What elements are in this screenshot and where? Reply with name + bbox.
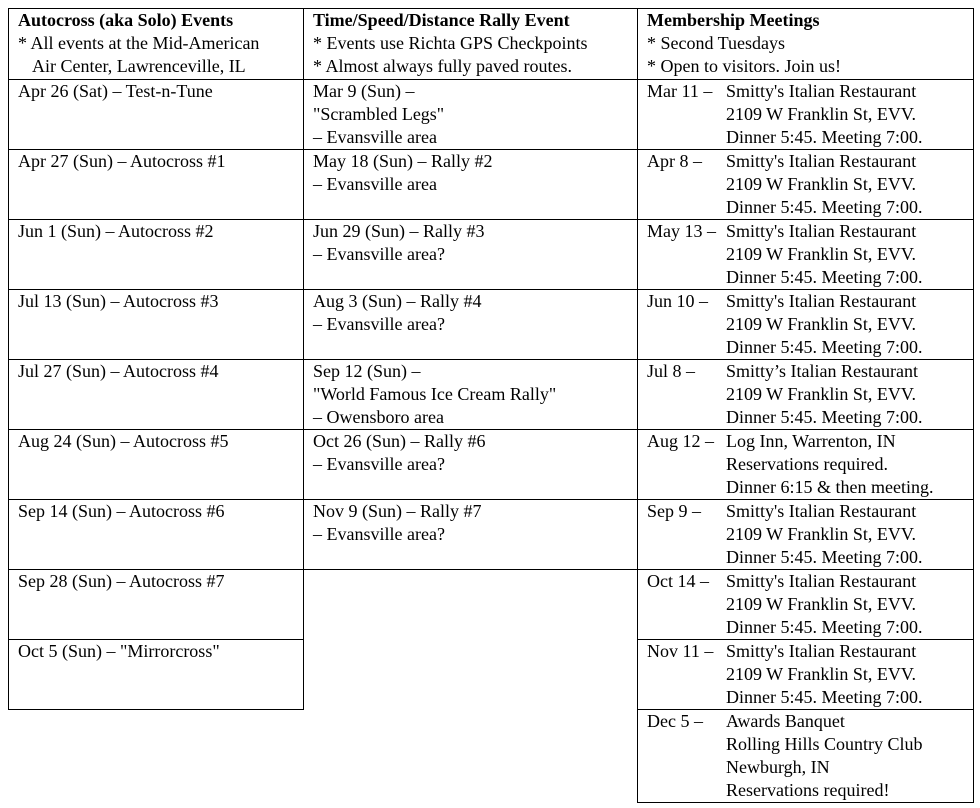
autocross-event-cell (8, 219, 304, 290)
autocross-event: Apr 26 (Sat) – Test-n-Tune (18, 81, 213, 101)
meeting-date: Oct 14 – (647, 571, 709, 591)
meeting-date: Dec 5 – (647, 711, 703, 731)
meeting-date: Mar 11 – (647, 81, 713, 101)
meeting-detail: Dinner 5:45. Meeting 7:00. (726, 547, 923, 567)
meeting-venue: Awards Banquet (726, 711, 845, 731)
meeting-detail: Dinner 5:45. Meeting 7:00. (726, 337, 923, 357)
autocross-event: Jun 1 (Sun) – Autocross #2 (18, 221, 214, 241)
rally-event-line: – Evansville area? (313, 454, 445, 474)
meeting-cell (637, 79, 974, 150)
autocross-title: Autocross (aka Solo) Events (18, 10, 234, 30)
meeting-cell (637, 569, 974, 640)
rally-event-cell (303, 79, 638, 150)
meetings-note: * Open to visitors. Join us! (647, 56, 842, 76)
meeting-cell (637, 289, 974, 360)
autocross-event: Jul 27 (Sun) – Autocross #4 (18, 361, 219, 381)
rally-event-line: "World Famous Ice Cream Rally" (313, 384, 557, 404)
rally-event-line: Aug 3 (Sun) – Rally #4 (313, 291, 482, 311)
autocross-event: Jul 13 (Sun) – Autocross #3 (18, 291, 219, 311)
rally-event-cell (303, 429, 638, 500)
meeting-cell (637, 709, 974, 803)
rally-note: * Events use Richta GPS Checkpoints (313, 33, 588, 53)
meeting-venue: Smitty's Italian Restaurant (726, 151, 917, 171)
autocross-event-cell (8, 79, 304, 150)
meeting-date: Jul 8 – (647, 361, 696, 381)
meeting-detail: 2109 W Franklin St, EVV. (726, 314, 917, 334)
meeting-detail: Dinner 6:15 & then meeting. (726, 477, 934, 497)
autocross-event-cell (8, 149, 304, 220)
autocross-note: * All events at the Mid-American (18, 33, 260, 53)
meeting-detail: Reservations required! (726, 780, 890, 800)
meeting-detail: Dinner 5:45. Meeting 7:00. (726, 197, 923, 217)
rally-event-line: Sep 12 (Sun) – (313, 361, 421, 381)
meeting-cell (637, 429, 974, 500)
rally-event-line: Jun 29 (Sun) – Rally #3 (313, 221, 485, 241)
meeting-detail: Rolling Hills Country Club (726, 734, 923, 754)
autocross-event-cell (8, 359, 304, 430)
autocross-event: Sep 28 (Sun) – Autocross #7 (18, 571, 225, 591)
meeting-detail: Dinner 5:45. Meeting 7:00. (726, 127, 923, 147)
meeting-detail: Dinner 5:45. Meeting 7:00. (726, 687, 923, 707)
meetings-note: * Second Tuesdays (647, 33, 786, 53)
rally-event-cell (303, 219, 638, 290)
meeting-date: Jun 10 – (647, 291, 709, 311)
meeting-cell (637, 499, 974, 570)
autocross-event: Apr 27 (Sun) – Autocross #1 (18, 151, 226, 171)
meeting-venue: Log Inn, Warrenton, IN (726, 431, 896, 451)
meeting-date: Aug 12 – (647, 431, 714, 451)
rally-event-line: – Evansville area? (313, 314, 445, 334)
meetings-header-cell (637, 8, 974, 80)
meeting-venue: Smitty's Italian Restaurant (726, 81, 917, 101)
meeting-cell (637, 639, 974, 710)
meeting-detail: 2109 W Franklin St, EVV. (726, 524, 917, 544)
meeting-venue: Smitty’s Italian Restaurant (726, 361, 918, 381)
meeting-detail: Reservations required. (726, 454, 888, 474)
rally-note: * Almost always fully paved routes. (313, 56, 572, 76)
meeting-date: Nov 11 – (647, 641, 714, 661)
rally-event-line: May 18 (Sun) – Rally #2 (313, 151, 493, 171)
meeting-venue: Smitty's Italian Restaurant (726, 641, 917, 661)
rally-header-cell (303, 8, 638, 80)
meeting-date: May 13 – (647, 221, 716, 241)
rally-event-line: – Owensboro area (313, 407, 444, 427)
rally-event-cell (303, 499, 638, 570)
meeting-detail: 2109 W Franklin St, EVV. (726, 664, 917, 684)
autocross-event-cell (8, 639, 304, 710)
autocross-event-cell (8, 499, 304, 570)
meeting-date: Apr 8 – (647, 151, 702, 171)
autocross-event-cell (8, 429, 304, 500)
rally-event-line: – Evansville area (313, 127, 437, 147)
meeting-cell (637, 149, 974, 220)
autocross-event: Sep 14 (Sun) – Autocross #6 (18, 501, 225, 521)
meeting-detail: Dinner 5:45. Meeting 7:00. (726, 617, 923, 637)
rally-event-cell (303, 289, 638, 360)
meeting-venue: Smitty's Italian Restaurant (726, 571, 917, 591)
meeting-detail: 2109 W Franklin St, EVV. (726, 174, 917, 194)
meeting-venue: Smitty's Italian Restaurant (726, 221, 917, 241)
rally-event-cell (303, 359, 638, 430)
meetings-title: Membership Meetings (647, 10, 820, 30)
rally-event-line: – Evansville area? (313, 524, 445, 544)
rally-event-line: – Evansville area (313, 174, 437, 194)
meeting-detail: 2109 W Franklin St, EVV. (726, 594, 917, 614)
meeting-detail: Newburgh, IN (726, 757, 830, 777)
autocross-header-cell (8, 8, 304, 80)
meeting-detail: 2109 W Franklin St, EVV. (726, 104, 917, 124)
rally-event-line: Mar 9 (Sun) – (313, 81, 415, 101)
meeting-date: Sep 9 – (647, 501, 701, 521)
meeting-detail: 2109 W Franklin St, EVV. (726, 244, 917, 264)
meeting-cell (637, 359, 974, 430)
meeting-detail: 2109 W Franklin St, EVV. (726, 384, 917, 404)
autocross-event-cell (8, 289, 304, 360)
autocross-event-cell (8, 569, 304, 640)
meeting-cell (637, 219, 974, 290)
autocross-note: Air Center, Lawrenceville, IL (32, 56, 246, 76)
autocross-event: Aug 24 (Sun) – Autocross #5 (18, 431, 229, 451)
rally-event-line: Nov 9 (Sun) – Rally #7 (313, 501, 482, 521)
meeting-detail: Dinner 5:45. Meeting 7:00. (726, 407, 923, 427)
meeting-venue: Smitty's Italian Restaurant (726, 501, 917, 521)
rally-event-line: "Scrambled Legs" (313, 104, 445, 124)
rally-event-cell (303, 149, 638, 220)
autocross-event: Oct 5 (Sun) – "Mirrorcross" (18, 641, 220, 661)
rally-event-line: – Evansville area? (313, 244, 445, 264)
rally-event-line: Oct 26 (Sun) – Rally #6 (313, 431, 486, 451)
meeting-venue: Smitty's Italian Restaurant (726, 291, 917, 311)
rally-title: Time/Speed/Distance Rally Event (313, 10, 570, 30)
meeting-detail: Dinner 5:45. Meeting 7:00. (726, 267, 923, 287)
